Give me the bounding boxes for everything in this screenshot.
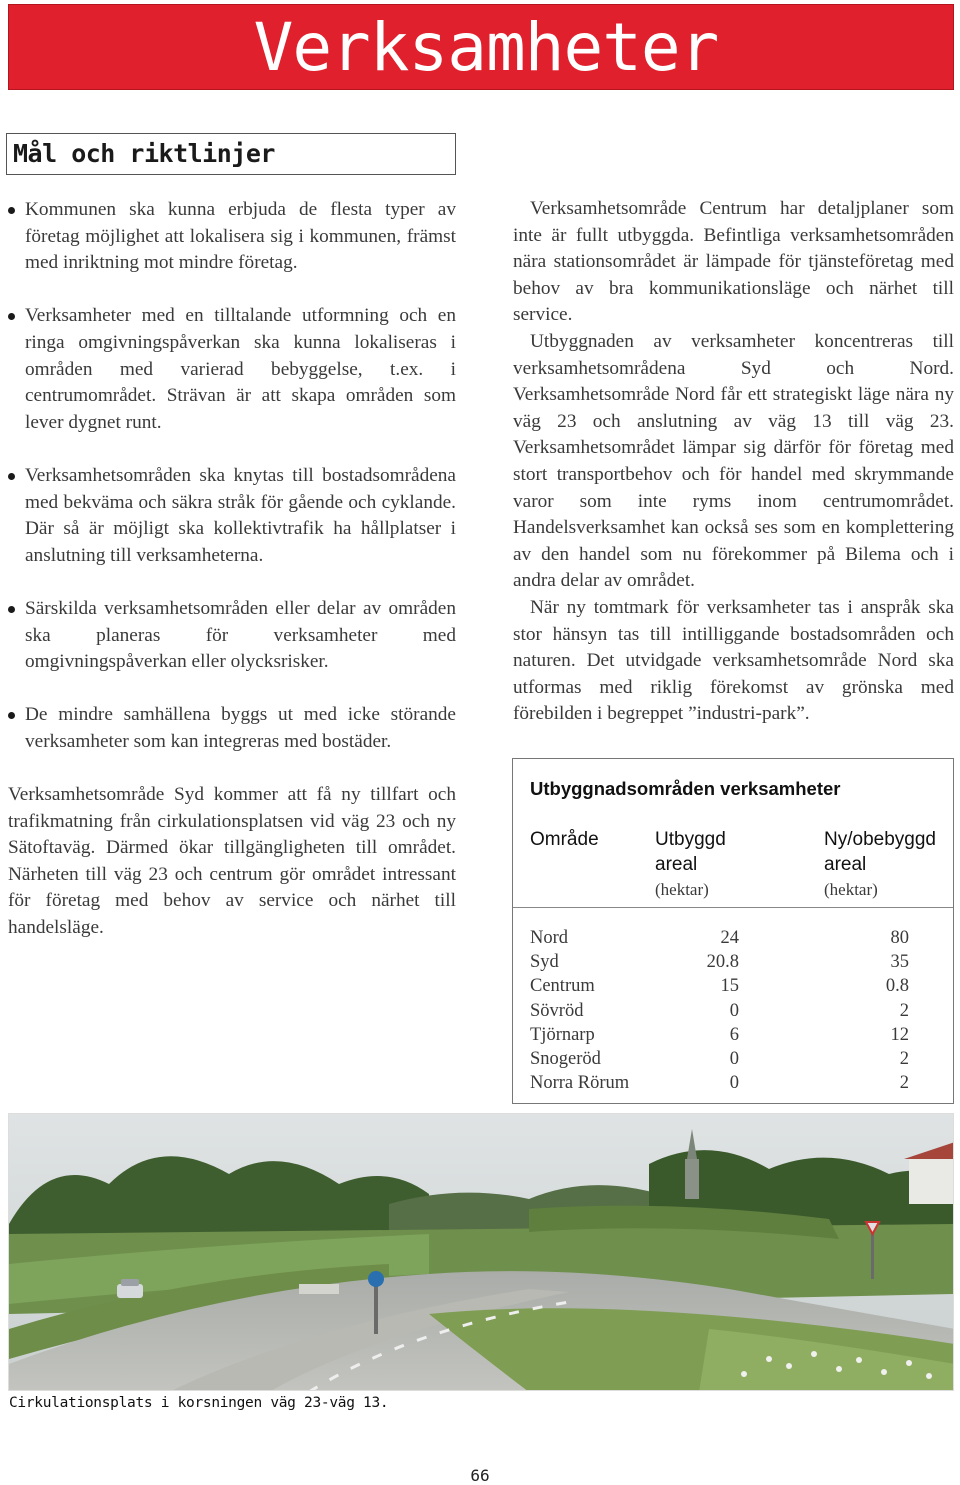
- table-row: Tjörnarp 6 12: [530, 1024, 909, 1045]
- bullet-text: Kommunen ska kunna erbjuda de flesta typer av företag möjlighet att lokalisera sig i kommunen, främst med inriktning mot mindre företag.: [25, 199, 456, 274]
- table-row: Sövröd 0 2: [530, 1000, 909, 1021]
- bullet-icon: [8, 207, 15, 214]
- list-item: [8, 463, 456, 569]
- bullet-text: Särskilda verksamhetsområden eller delar av områden ska planeras för verksamheter med omgivningspåverkan eller olycksrisker.: [25, 597, 456, 673]
- title-banner: [8, 4, 954, 90]
- body-paragraph-utbyggnad: Utbyggnaden av verksamheter koncentreras till verksamhetsområdena Syd och Nord. Verksamhetsområde Nord får ett strategiskt läge nära ny väg 23 och anslutning av väg 13 till väg 23. Verksamhetsområdet lämpar sig därför för företag med stort transportbehov och för handel med skrymmande varor som inte ryms inom centrumområdet. Handelsverksamhet kan också ses som en komplettering av den handel som nu förekommer på Bilema och i andra delar av området.: [513, 330, 954, 592]
- table-divider: [513, 907, 953, 908]
- list-item: [8, 702, 456, 755]
- bullet-icon: [8, 606, 15, 613]
- bullet-text: De mindre samhällena byggs ut med icke störande verksamheter som kan integreras med bostäder.: [25, 704, 456, 752]
- column-header-built: Utbyggd areal (hektar): [655, 829, 726, 899]
- column-header-area: Område: [530, 829, 599, 850]
- column-header-new: Ny/obebyggd areal (hektar): [824, 829, 936, 899]
- bullet-icon: [8, 473, 15, 480]
- roundabout-photo: [8, 1113, 954, 1391]
- list-item: [8, 197, 456, 277]
- body-paragraph-centrum: Verksamhetsområde Centrum har detaljplaner som inte är fullt utbyggda. Befintliga verksamhetsområden nära stationsområdet är lämpade för tjänsteföretag med behov av bra kommunikationsläge och närhet till service.: [513, 198, 954, 326]
- body-paragraph-tomtmark: När ny tomtmark för verksamheter tas i anspråk ska stor hänsyn tas till intilliggande bostadsområden och naturen. Det utvidgade verksamhetsområde Nord ska utformas med riklig förekomst av grönska med förebilden i begreppet ”industri-park”.: [513, 596, 954, 725]
- table-title: Utbyggnadsområden verksamheter: [530, 778, 841, 799]
- body-paragraph-syd: Verksamhetsområde Syd kommer att få ny tillfart och trafikmatning från cirkulationsplatsen vid väg 23 och ny Sätoftaväg. Därmed ökar tillgängligheten till området. Närheten till väg 23 och centrum gör området intressant för företag med behov av service och närhet till handelsläge.: [8, 784, 456, 939]
- bullet-icon: [8, 712, 15, 719]
- table-row: Snogeröd 0 2: [530, 1048, 909, 1069]
- goals-list: [8, 197, 456, 755]
- bullet-text: Verksamhetsområden ska knytas till bostadsområdena med bekväma och säkra stråk för gående och cyklande. Där så är möjligt ska kollektivtrafik ha hållplatser i anslutning till verksamheterna.: [25, 464, 456, 566]
- bullet-text: Verksamheter med en tilltalande utformning och en ringa omgivningspåverkan ska kunna lokaliseras i områden med varierad bebyggelse, t.ex. i centrumområdet. Strävan är att skapa områden som lever dygnet runt.: [25, 305, 456, 433]
- left-column: [8, 197, 456, 942]
- table-row: Syd 20.8 35: [530, 952, 909, 973]
- list-item: [8, 303, 456, 436]
- photo-caption: Cirkulationsplats i korsningen väg 23-väg 13.: [9, 1395, 389, 1411]
- page-title: Verksamheter: [253, 9, 719, 86]
- section-title: Mål och riktlinjer: [13, 139, 275, 168]
- right-column: [513, 196, 954, 728]
- section-heading-box: [6, 133, 456, 175]
- table-row: Centrum 15 0.8: [530, 976, 909, 997]
- area-table: [512, 758, 954, 1104]
- page-number: 66: [470, 1466, 490, 1485]
- table-body: [513, 926, 953, 1095]
- bullet-icon: [8, 313, 15, 320]
- table-row: Norra Rörum 0 2: [530, 1073, 909, 1094]
- table-row: Nord 24 80: [530, 928, 909, 948]
- list-item: [8, 596, 456, 676]
